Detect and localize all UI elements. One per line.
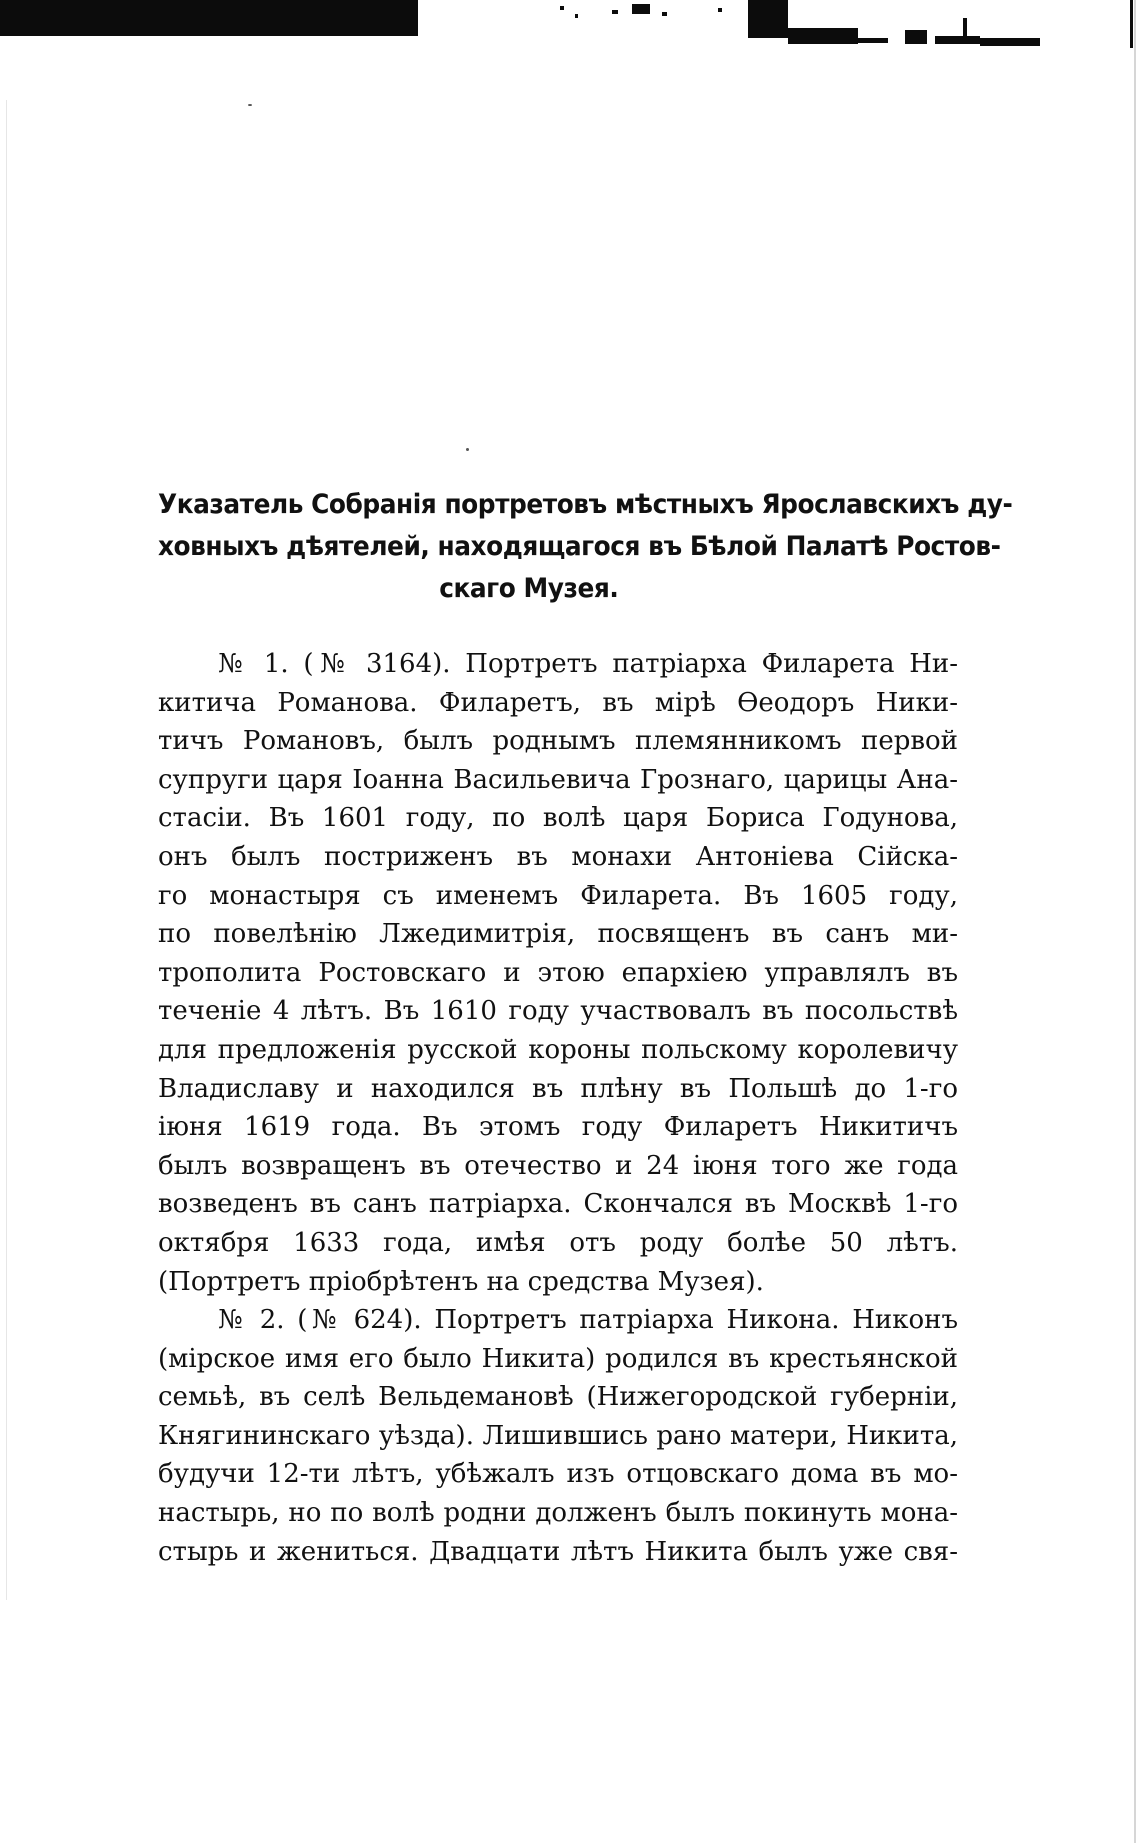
scan-edge-right [1134, 0, 1136, 1843]
text-line: (Портретъ пріобрѣтенъ на средства Музея). [158, 1266, 764, 1297]
text-line: трополита Ростовскаго и этою епархіею управлялъ въ [158, 957, 958, 988]
scan-edge-left [6, 100, 7, 1600]
scan-artifact-top [0, 0, 1140, 60]
text-line: тичъ Романовъ, былъ роднымъ племянникомъ первой [158, 726, 958, 757]
text-line: возведенъ въ санъ патріарха. Скончался въ Москвѣ 1-го [158, 1189, 958, 1220]
text-line: былъ возвращенъ въ отечество и 24 іюня того же года [158, 1150, 958, 1181]
text-line: № 2. (№ 624). Портретъ патріарха Никона. Никонъ [218, 1305, 958, 1336]
heading-line: ховныхъ дѣятелей, находящагося въ Бѣлой Палатѣ Ростов- [158, 531, 1001, 562]
text-line: теченіе 4 лѣтъ. Въ 1610 году участвовалъ въ посольствѣ [158, 996, 958, 1027]
text-line: семьѣ, въ селѣ Вельдемановѣ (Нижегородской губерніи, [158, 1382, 958, 1413]
text-line: для предложенія русской короны польскому королевичу [158, 1034, 958, 1065]
text-line: китича Романова. Филаретъ, въ мірѣ Өеодоръ Ники- [158, 687, 958, 718]
text-line: по повелѣнію Лжедимитрія, посвященъ въ санъ ми- [158, 919, 958, 950]
text-line: го монастыря съ именемъ Филарета. Въ 1605 году, [158, 880, 958, 911]
text-line: октября 1633 года, имѣя отъ роду болѣе 50 лѣтъ. [158, 1227, 958, 1258]
text-line: іюня 1619 года. Въ этомъ году Филаретъ Никитичъ [158, 1112, 958, 1143]
scan-speck [248, 104, 252, 106]
text-line: супруги царя Іоанна Васильевича Грознаго, царицы Ана- [158, 764, 958, 795]
text-line: онъ былъ постриженъ въ монахи Антоніева Сійска- [158, 841, 958, 872]
text-line: Владиславу и находился въ плѣну въ Польшѣ до 1-го [158, 1073, 958, 1104]
text-line: стырь и жениться. Двадцати лѣтъ Никита былъ уже свя- [158, 1536, 958, 1567]
heading-line: скаго Музея. [439, 573, 619, 604]
heading-line: Указатель Собранія портретовъ мѣстныхъ Ярославскихъ ду- [158, 489, 1013, 520]
text-line: будучи 12-ти лѣтъ, убѣжалъ изъ отцовскаго дома въ мо- [158, 1459, 958, 1490]
scan-speck [466, 448, 469, 451]
body-text [158, 645, 958, 1571]
text-line: Княгининскаго уѣзда). Лишившись рано матери, Никита, [158, 1420, 958, 1451]
text-line: стасіи. Въ 1601 году, по волѣ царя Бориса Годунова, [158, 803, 958, 834]
text-line: (мірское имя его было Никита) родился въ крестьянской [158, 1343, 958, 1374]
text-line: № 1. (№ 3164). Портретъ патріарха Филарета Ни- [218, 649, 958, 679]
section-heading [158, 484, 1013, 610]
text-line: настырь, но по волѣ родни долженъ былъ покинуть мона- [158, 1498, 958, 1529]
